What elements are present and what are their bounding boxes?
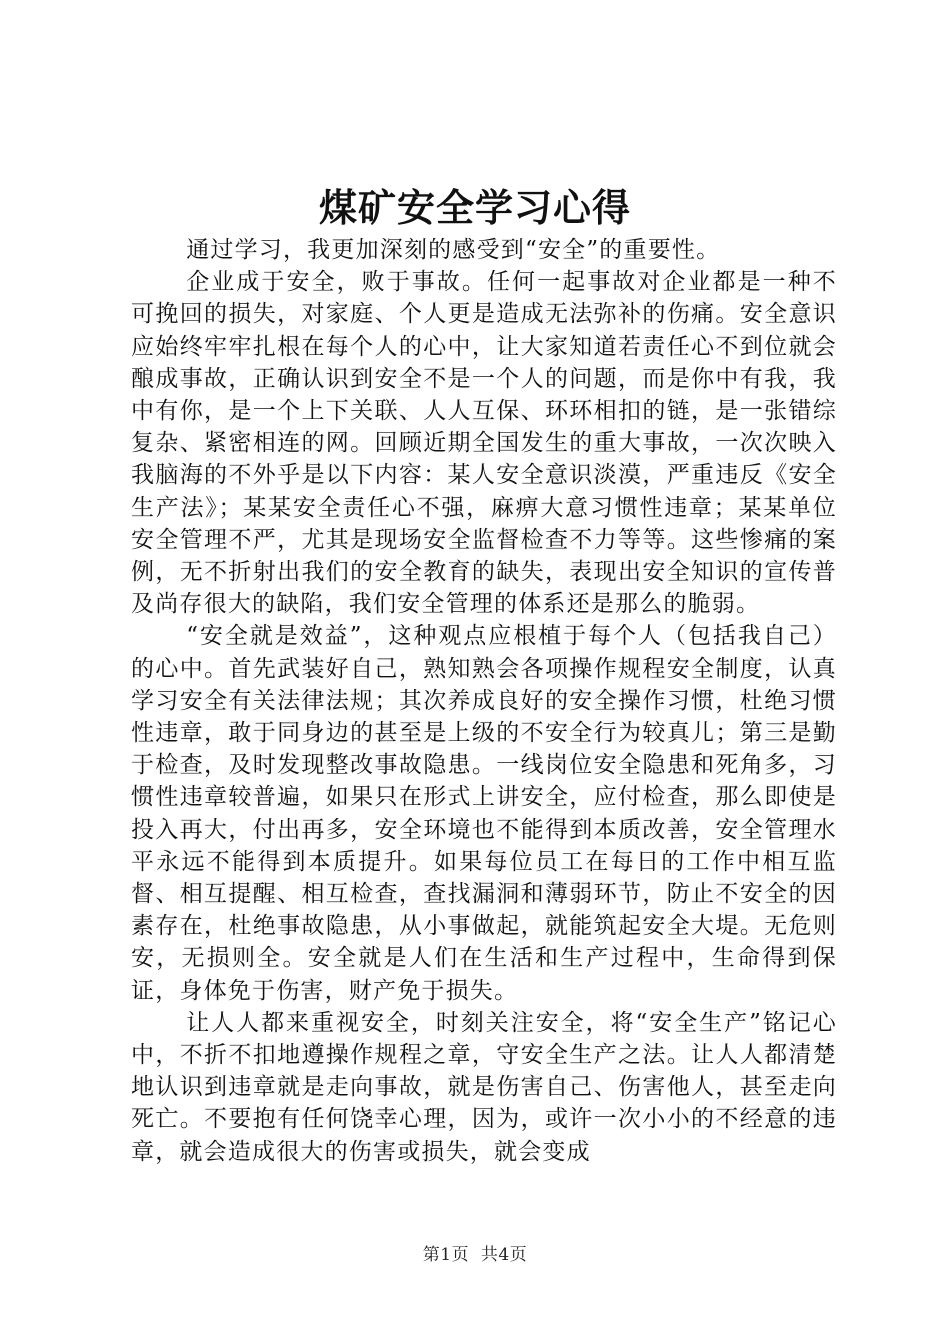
paragraph-everyone-values-safety: 让人人都来重视安全，时刻关注安全，将“安全生产”铭记心中，不折不扣地遵操作规程之章，守安全生产之法。让人人都清楚地认识到违章就是走向事故，就是伤害自己、伤害他人，甚至走向死亡。不要抱有任何饶幸心理，因为，或许一次小小的不经意的违章，就会造成很大的伤害或损失，就会变成 (131, 1009, 837, 1165)
paragraph-intro: 通过学习，我更加深刻的感受到“安全”的重要性。 (186, 237, 721, 263)
paragraph-enterprise-safety: 企业成于安全，败于事故。任何一起事故对企业都是一种不可挽回的损失，对家庭、个人更是造成无法弥补的伤痛。安全意识应始终牢牢扎根在每个人的心中，让大家知道若责任心不到位就会酿成事故，正确认识到安全不是一个人的问题，而是你中有我，我中有你，是一个上下关联、人人互保、环环相扣的链，是一张错综复杂、紧密相连的网。回顾近期全国发生的重大事故，一次次映入我脑海的不外乎是以下内容：某人安全意识淡漠，严重违反《安全生产法》；某某安全责任心不强，麻痹大意习惯性违章；某某单位安全管理不严，尤其是现场安全监督检查不力等等。这些惨痛的案例，无不折射出我们的安全教育的缺失，表现出安全知识的宣传普及尚存很大的缺陷，我们安全管理的体系还是那么的脆弱。 (131, 269, 837, 618)
document-body (131, 234, 837, 1168)
page-footer: 第1页 共4页 (422, 1245, 528, 1265)
paragraph-safety-is-benefit: “安全就是效益”，这种观点应根植于每个人（包括我自己）的心中。首先武装好自己，熟知熟会各项操作规程安全制度，认真学习安全有关法律法规；其次养成良好的安全操作习惯，杜绝习惯性违章，敢于同身边的甚至是上级的不安全行为较真儿；第三是勤于检查，及时发现整改事故隐患。一线岗位安全隐患和死角多，习惯性违章较普遍，如果只在形式上讲安全，应付检查，那么即使是投入再大，付出再多，安全环境也不能得到本质改善，安全管理水平永远不能得到本质提升。如果每位员工在每日的工作中相互监督、相互提醒、相互检查，查找漏洞和薄弱环节，防止不安全的因素存在，杜绝事故隐患，从小事做起，就能筑起安全大堤。无危则安，无损则全。安全就是人们在生活和生产过程中，生命得到保证，身体免于伤害，财产免于损失。 (131, 623, 837, 1004)
document-title: 煤矿安全学习心得 (318, 186, 631, 230)
